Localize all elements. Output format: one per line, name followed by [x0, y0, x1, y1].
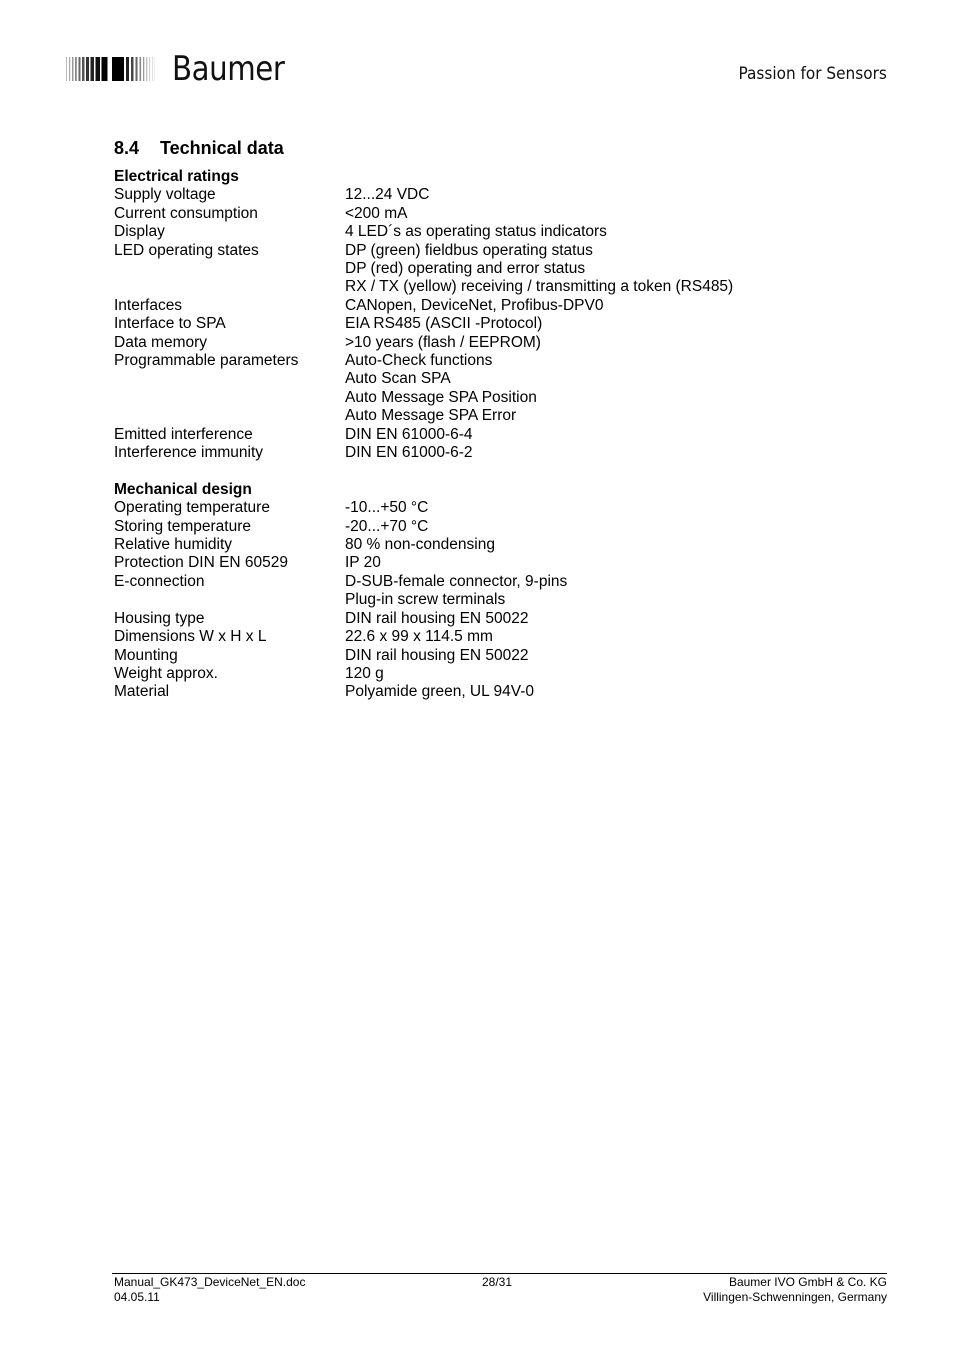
mechanical-design-rows [114, 499, 834, 701]
spec-row [114, 536, 834, 554]
spec-value: IP 20 [345, 554, 381, 572]
spec-label: Housing type [114, 609, 205, 627]
spec-label: Interference immunity [114, 444, 264, 462]
section-heading [114, 138, 284, 159]
spec-row [114, 242, 834, 260]
spec-row [114, 352, 834, 370]
spec-row [114, 554, 834, 572]
baumer-logo [66, 49, 303, 89]
spec-row [114, 610, 834, 628]
spec-label: Display [114, 223, 165, 241]
spec-label: Current consumption [114, 204, 258, 222]
spec-label: Dimensions W x H x L [114, 628, 267, 646]
spec-label: Relative humidity [114, 536, 233, 554]
spec-value: Auto-Check functions [345, 352, 493, 370]
spec-row [114, 591, 834, 609]
spec-row [114, 223, 834, 241]
mechanical-design-title: Mechanical design [114, 480, 252, 498]
spec-value: Auto Scan SPA [345, 370, 451, 388]
spec-value: Polyamide green, UL 94V-0 [345, 683, 534, 701]
spec-label: LED operating states [114, 241, 259, 259]
spec-row [114, 499, 834, 517]
footer-left [114, 1275, 305, 1304]
spec-label: Emitted interference [114, 425, 253, 443]
spec-row [114, 370, 834, 388]
spec-row [114, 186, 834, 204]
spec-value: 80 % non-condensing [345, 536, 495, 554]
electrical-ratings-title: Electrical ratings [114, 168, 239, 185]
footer-page-number: 28/31 [482, 1275, 513, 1289]
spec-label-empty [114, 591, 345, 609]
spec-value: D-SUB-female connector, 9-pins [345, 572, 568, 590]
spec-value: -20...+70 °C [345, 517, 429, 535]
spec-label: E-connection [114, 572, 205, 590]
spec-row [114, 573, 834, 591]
spec-row [114, 647, 834, 665]
spec-label: Protection DIN EN 60529 [114, 554, 289, 572]
brand-name: Baumer [172, 49, 285, 89]
spec-label: Programmable parameters [114, 352, 299, 370]
spacer [114, 462, 834, 480]
footer-company: Baumer IVO GmbH & Co. KG [728, 1275, 887, 1289]
spec-row [114, 205, 834, 223]
spec-value: <200 mA [345, 204, 408, 222]
spec-label-empty [114, 389, 345, 407]
footer-divider [112, 1273, 887, 1274]
section-number: 8.4 [114, 138, 140, 158]
spec-label-empty [114, 370, 345, 388]
spec-label-empty [114, 407, 345, 425]
section-title: Technical data [160, 138, 284, 158]
spec-value: DIN rail housing EN 50022 [345, 609, 529, 627]
spec-row [114, 426, 834, 444]
spec-label-empty [114, 278, 345, 296]
spec-row [114, 278, 834, 296]
spec-label: Weight approx. [114, 664, 218, 682]
spec-label-empty [114, 260, 345, 278]
spec-row [114, 315, 834, 333]
spec-label: Material [114, 683, 170, 701]
spec-value: Auto Message SPA Error [345, 407, 517, 425]
spec-value: 4 LED´s as operating status indicators [345, 223, 607, 241]
spec-value: Auto Message SPA Position [345, 388, 537, 406]
spec-value: RX / TX (yellow) receiving / transmitting a token (RS485) [345, 278, 734, 296]
spec-row [114, 260, 834, 278]
footer-date: 04.05.11 [114, 1289, 160, 1304]
spec-label: Data memory [114, 333, 208, 351]
spec-value: DP (green) fieldbus operating status [345, 241, 593, 259]
footer-filename: Manual_GK473_DeviceNet_EN.doc [114, 1275, 306, 1289]
spec-label: Interface to SPA [114, 315, 226, 333]
spec-value: 22.6 x 99 x 114.5 mm [345, 628, 493, 646]
spec-label: Mounting [114, 646, 178, 664]
spec-value: CANopen, DeviceNet, Profibus-DPV0 [345, 296, 604, 314]
spec-row [114, 665, 834, 683]
spec-row [114, 683, 834, 701]
technical-data-table [114, 168, 834, 702]
spec-value: EIA RS485 (ASCII -Protocol) [345, 315, 543, 333]
spec-row [114, 444, 834, 462]
spec-label: Supply voltage [114, 186, 216, 204]
spec-row [114, 334, 834, 352]
tagline: Passion for Sensors [738, 64, 887, 84]
spec-value: DP (red) operating and error status [345, 260, 586, 278]
spec-value: 12...24 VDC [345, 186, 430, 204]
spec-row [114, 389, 834, 407]
spec-value: 120 g [345, 664, 384, 682]
spec-row [114, 297, 834, 315]
baumer-logo-mark-icon [66, 54, 158, 84]
spec-label: Operating temperature [114, 499, 270, 517]
spec-row [114, 407, 834, 425]
spec-value: -10...+50 °C [345, 499, 429, 517]
spec-row [114, 628, 834, 646]
spec-value: DIN rail housing EN 50022 [345, 646, 529, 664]
spec-value: DIN EN 61000-6-2 [345, 444, 473, 462]
spec-label: Storing temperature [114, 517, 251, 535]
footer-location: Villingen-Schwenningen, Germany [703, 1289, 887, 1304]
spec-value: DIN EN 61000-6-4 [345, 425, 473, 443]
spec-value: Plug-in screw terminals [345, 591, 506, 609]
electrical-ratings-rows [114, 186, 834, 462]
spec-row [114, 518, 834, 536]
spec-label: Interfaces [114, 296, 183, 314]
spec-value: >10 years (flash / EEPROM) [345, 333, 541, 351]
footer-right [703, 1275, 887, 1304]
